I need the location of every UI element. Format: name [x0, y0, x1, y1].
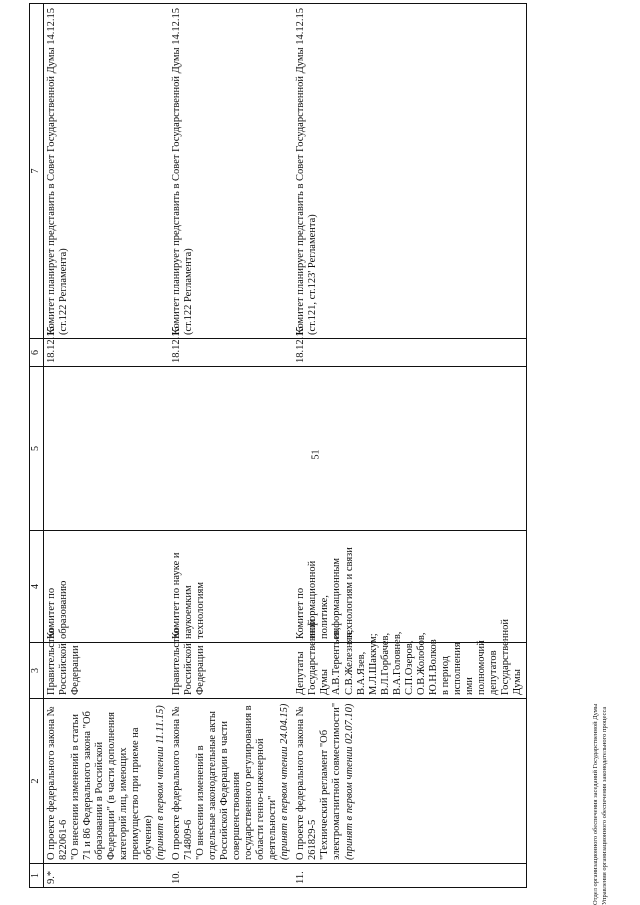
law-note: (принят в первом чтении 02.07.10): [343, 703, 355, 860]
footer: [592, 605, 610, 905]
footer-line: Управления организационного обеспечения законодательного процесса: [600, 706, 608, 905]
plan: Комитет планирует представить в Совет Государственной Думы 14.12.15 (ст.121, ст.123' Регламента): [293, 4, 527, 339]
row-number: 9.*: [44, 864, 169, 888]
plan: Комитет планирует представить в Совет Государственной Думы 14.12.15 (ст.122 Регламента): [169, 4, 294, 339]
law-title: О проекте федерального закона № 822061-6: [46, 706, 70, 860]
row-number: 11.: [293, 864, 527, 888]
law-description: [169, 699, 294, 864]
column-header: 4: [30, 531, 44, 643]
law-text: "О внесении изменений в отдельные законодательные акты Российской Федерации в части совершенствования государственного регулирования в области генно-инженерной деятельности": [194, 705, 279, 860]
law-note: (принят в первом чтении 11.11.15): [154, 705, 166, 860]
law-note: (принят в первом чтении 24.04.15): [279, 703, 291, 860]
date: 18.12.15: [169, 339, 294, 367]
plan: Комитет планирует представить в Совет Государственной Думы 14.12.15 (ст.122 Регламента): [44, 4, 169, 339]
committee: Комитет по информационной политике, информационным технологиям и связи: [293, 531, 527, 643]
table-row: [169, 4, 294, 888]
law-title: О проекте федерального закона № 714809-6: [170, 706, 194, 860]
date: 18.12.15: [44, 339, 169, 367]
law-title: О проекте федерального закона № 261829-5: [295, 706, 319, 860]
committee: Комитет по науке и наукоемким технологиям: [169, 531, 294, 643]
table-row: [44, 4, 169, 888]
law-description: [44, 699, 169, 864]
header-row: [30, 4, 44, 888]
column-header: 3: [30, 643, 44, 699]
law-text: "О внесении изменений в статьи 71 и 86 Федерального закона "Об образовании в Российской Федерации" (в части дополнения категорий лиц, имеющих преимущество при приеме на обучение): [70, 711, 154, 860]
table-row: [293, 4, 527, 888]
agenda-table: [29, 3, 527, 888]
column-5-cell: [169, 367, 294, 531]
date: 18.12.15: [293, 339, 527, 367]
initiator: Правительство Российской Федерации: [169, 643, 294, 699]
column-5-cell: [293, 367, 527, 531]
column-header: 1: [30, 864, 44, 888]
law-text: "Технический регламент "Об электромагнитной совместимости": [319, 702, 343, 860]
agenda-table-rotated: [29, 3, 524, 888]
law-description: [293, 699, 527, 864]
column-header: 2: [30, 699, 44, 864]
initiator: Правительство Российской Федерации: [44, 643, 169, 699]
column-header: 5: [30, 367, 44, 531]
column-5-cell: [44, 367, 169, 531]
footer-line: Отдел организационного обеспечения заседаний Государственной Думы: [592, 703, 599, 905]
committee: Комитет по образованию: [44, 531, 169, 643]
page-number: 51: [310, 449, 322, 460]
column-header: 6: [30, 339, 44, 367]
column-header: 7: [30, 4, 44, 339]
initiator: Депутаты Государственной Думы А.В.Терентьев, С.В.Железняк, В.А.Язев, М.Л.Шаккум; В.Л.Горбачев, В.А.Головнев, С.П.Озеров, О.В.Жолобов, Ю.Н.Волков в период исполнения ими полномочий депутатов Государственной Думы: [293, 643, 527, 699]
row-number: 10.: [169, 864, 294, 888]
